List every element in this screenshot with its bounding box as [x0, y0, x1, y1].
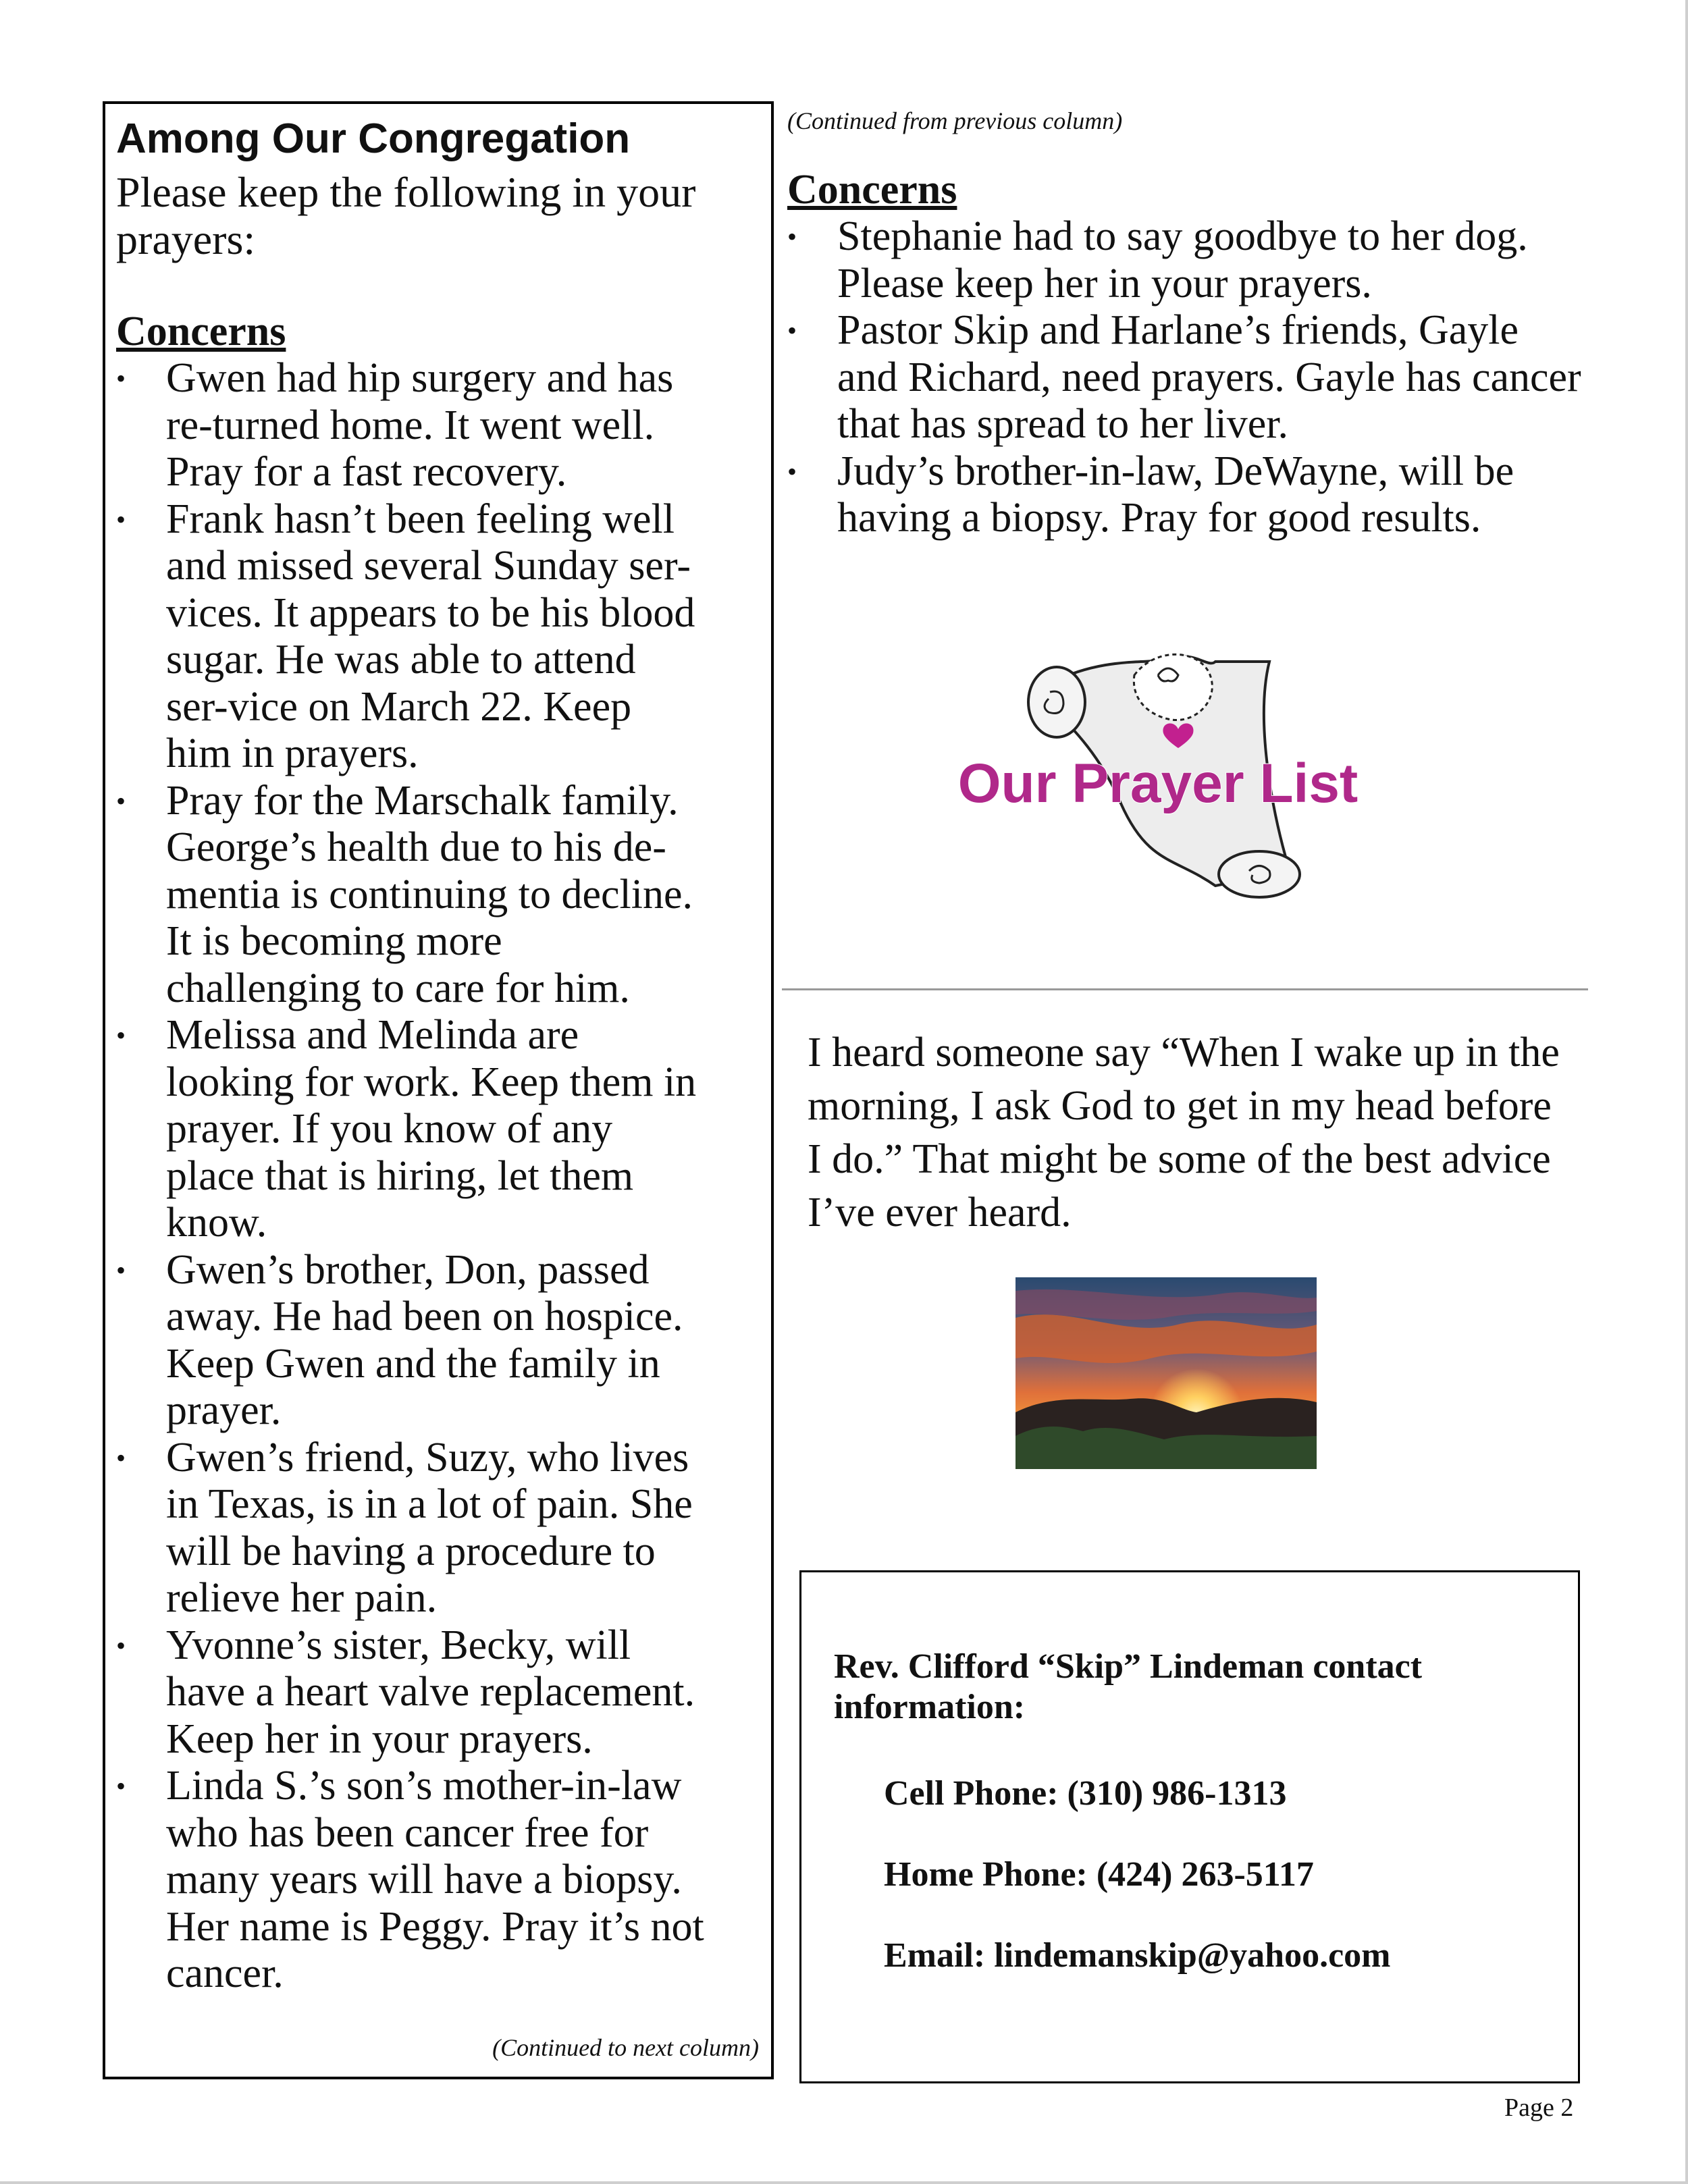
continued-to-next-note: (Continued to next column)	[492, 2034, 759, 2061]
scroll-bottom-roll	[1219, 851, 1300, 897]
contact-info-box	[799, 1570, 1580, 2083]
quote-text: I heard someone say “When I wake up in the morning, I ask God to get in my head before I do.” That might be some of the best advice I’ve ever heard.	[808, 1030, 1560, 1235]
right-concerns-section	[787, 166, 1598, 542]
section-title: Among Our Congregation	[116, 115, 631, 162]
list-item: • Stephanie had to say goodbye to her dog. Please keep her in your prayers.	[787, 213, 1587, 307]
scroll-top-roll	[1028, 667, 1085, 737]
right-concerns-list	[787, 213, 1598, 542]
page-number: Page 2	[1504, 2094, 1574, 2122]
list-item: • Linda S.’s son’s mother-in-law who has been cancer free for many years will have a biopsy. Her name is Peggy. Pray it’s not cancer.	[116, 1763, 706, 1998]
list-item: • Gwen’s friend, Suzy, who lives in Texas, is in a lot of pain. She will be having a procedure to relieve her pain.	[116, 1435, 706, 1622]
left-column-box	[103, 101, 774, 2079]
prayer-list-text: Our Prayer List	[957, 753, 1359, 814]
left-concerns-list	[116, 355, 771, 1998]
prayer-list-image	[952, 635, 1364, 905]
list-item: • Yvonne’s sister, Becky, will have a heart valve replacement. Keep her in your prayers.	[116, 1622, 706, 1763]
contact-title: Rev. Clifford “Skip” Lindeman contact information:	[834, 1647, 1423, 1726]
cell-phone: Cell Phone: (310) 986-1313	[884, 1774, 1287, 1813]
email: Email: lindemanskip@yahoo.com	[884, 1936, 1391, 1975]
list-item: • Pastor Skip and Harlane’s friends, Gayle and Richard, need prayers. Gayle has cancer that has spread to her liver.	[787, 307, 1587, 448]
concerns-heading: Concerns	[116, 309, 286, 354]
list-item: • Melissa and Melinda are looking for work. Keep them in prayer. If you know of any place that is hiring, let them know.	[116, 1012, 706, 1247]
page-edge-right	[1685, 0, 1688, 2184]
page-edge-bottom	[0, 2181, 1688, 2184]
concerns-heading: Concerns	[787, 167, 957, 213]
list-item: • Gwen had hip surgery and has re-turned home. It went well. Pray for a fast recovery.	[116, 355, 706, 496]
intro-text: Please keep the following in your prayers:	[116, 168, 696, 263]
list-item: • Judy’s brother-in-law, DeWayne, will be having a biopsy. Pray for good results.	[787, 448, 1587, 542]
column-divider	[782, 988, 1588, 990]
list-item: • Pray for the Marschalk family. George’s health due to his de-mentia is continuing to decline. It is becoming more challenging to care for him.	[116, 778, 706, 1013]
home-phone: Home Phone: (424) 263-5117	[884, 1855, 1314, 1894]
list-item: • Frank hasn’t been feeling well and missed several Sunday ser-vices. It appears to be his blood sugar. He was able to attend ser-vice on March 22. Keep him in prayers.	[116, 496, 706, 778]
continued-from-previous-note: (Continued from previous column)	[787, 107, 1123, 134]
list-item: • Gwen’s brother, Don, passed away. He had been on hospice. Keep Gwen and the family in prayer.	[116, 1247, 706, 1435]
sunset-photo	[1016, 1277, 1317, 1469]
